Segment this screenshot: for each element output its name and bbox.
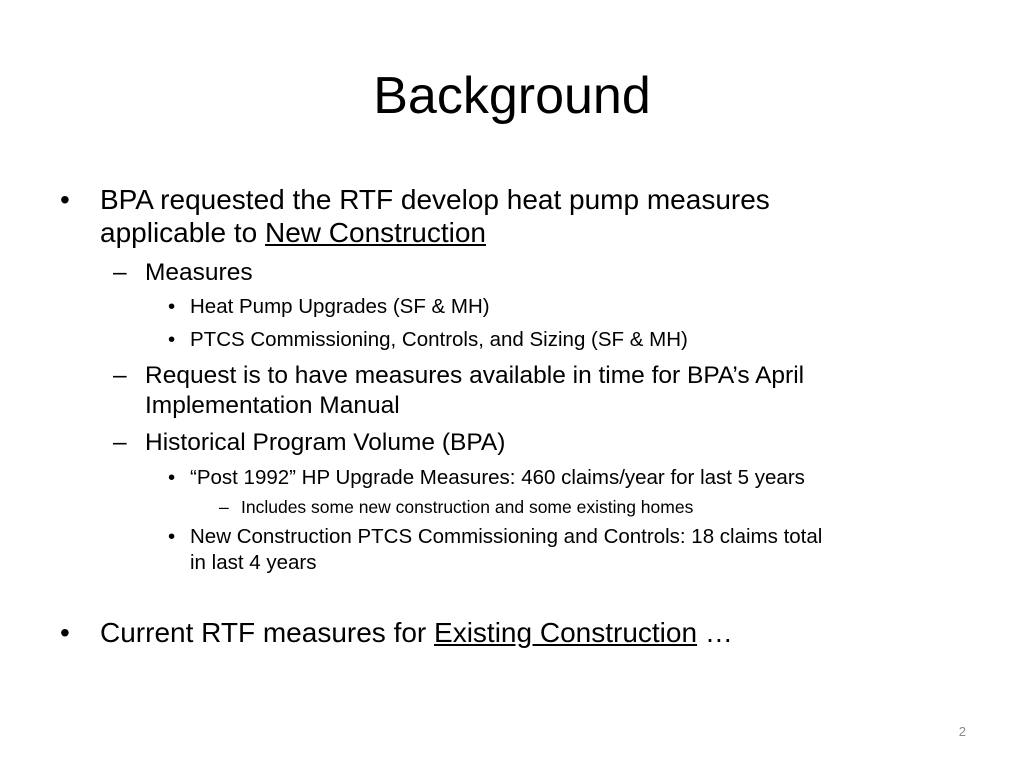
bullet-marker: • [168, 525, 176, 548]
bullet-text: Current RTF measures for [100, 617, 435, 648]
bullet-marker: • [60, 617, 70, 648]
dash-marker: – [113, 259, 127, 286]
bullet-includes-new-and-existing [219, 496, 694, 518]
new-construction-link: New Construction [265, 217, 486, 248]
bullet-request-timing [113, 361, 805, 421]
dash-marker: – [219, 497, 229, 517]
bullet-historical-volume [113, 428, 506, 458]
page-number: 2 [958, 724, 966, 739]
bullet-line: in last 4 years [190, 551, 317, 574]
dash-marker: – [113, 429, 127, 456]
bullet-line: New Construction PTCS Commissioning and Controls: 18 claims total [190, 525, 823, 548]
bullet-marker: • [168, 466, 176, 489]
bullet-line [100, 216, 770, 249]
bullet-line: BPA requested the RTF develop heat pump measures [100, 184, 770, 215]
bullet-text: Historical Program Volume (BPA) [145, 429, 506, 456]
bullet-text: … [697, 617, 733, 648]
bullet-marker: • [168, 328, 176, 351]
bullet-text: Measures [145, 259, 253, 286]
bullet-text: Heat Pump Upgrades (SF & MH) [190, 295, 490, 318]
bullet-new-construction-ptcs [168, 524, 823, 576]
slide-title: Background [373, 67, 651, 125]
existing-construction-link: Existing Construction [434, 617, 698, 648]
bullet-ptcs-commissioning [168, 327, 688, 353]
bullet-current-rtf-measures [60, 616, 733, 649]
bullet-text: PTCS Commissioning, Controls, and Sizing (SF & MH) [190, 328, 688, 351]
bullet-text: “Post 1992” HP Upgrade Measures: 460 claims/year for last 5 years [190, 466, 805, 489]
bullet-text: applicable to [100, 217, 266, 248]
bullet-post-1992 [168, 465, 805, 491]
bullet-bpa-request [60, 183, 770, 249]
bullet-measures [113, 258, 253, 288]
dash-marker: – [113, 362, 127, 389]
bullet-line: Request is to have measures available in time for BPA’s April [145, 362, 805, 389]
bullet-marker: • [168, 295, 176, 318]
bullet-line: Implementation Manual [145, 392, 400, 419]
bullet-text: Includes some new construction and some existing homes [241, 497, 694, 517]
bullet-marker: • [60, 184, 70, 215]
bullet-heat-pump-upgrades [168, 294, 490, 320]
